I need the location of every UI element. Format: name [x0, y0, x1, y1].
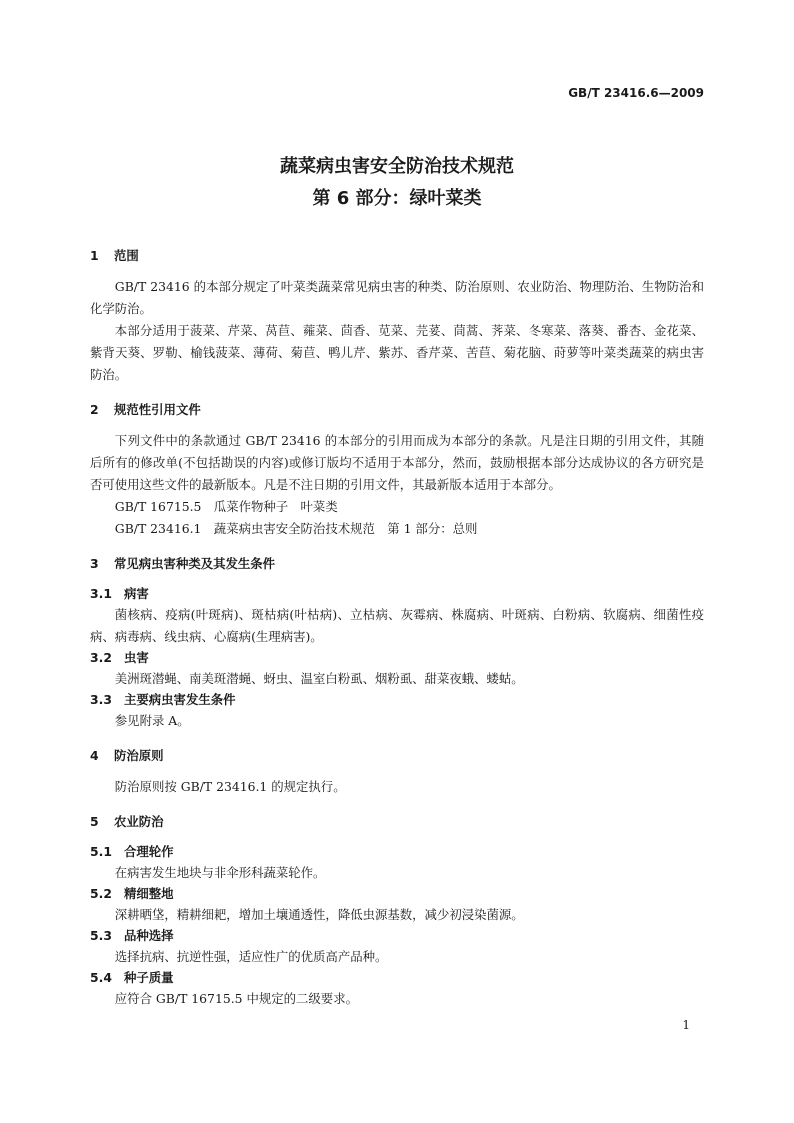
document-body: [90, 246, 704, 1010]
subsection-heading-3-1: 3.1 病害: [90, 586, 149, 601]
subsection-heading-3-2: 3.2 虫害: [90, 650, 149, 665]
page-number: 1: [682, 1018, 690, 1032]
subsection-heading-3-3: 3.3 主要病虫害发生条件: [90, 692, 236, 707]
conditions-paragraph: 参见附录 A。: [114, 713, 190, 728]
section-heading-3: 3 常见病虫害种类及其发生条件: [90, 556, 276, 571]
standard-code: GB/T 23416.6—2009: [568, 86, 704, 100]
seed-quality-paragraph: 应符合 GB/T 16715.5 中规定的二级要求。: [114, 991, 358, 1006]
reference-item-2: GB/T 23416.1 蔬菜病虫害安全防治技术规范 第 1 部分：总则: [114, 521, 478, 536]
document-subtitle: 第 6 部分：绿叶菜类: [312, 188, 482, 209]
subsection-heading-5-1: 5.1 合理轮作: [90, 844, 174, 859]
section-heading-1: 1 范围: [90, 248, 139, 263]
section-heading-5: 5 农业防治: [90, 814, 164, 829]
document-title: 蔬菜病虫害安全防治技术规范: [280, 156, 514, 177]
subsection-heading-5-3: 5.3 品种选择: [90, 928, 174, 943]
subsection-heading-5-2: 5.2 精细整地: [90, 886, 174, 901]
pests-paragraph: 美洲斑潜蝇、南美斑潜蝇、蚜虫、温室白粉虱、烟粉虱、甜菜夜蛾、蝼蛄。: [114, 671, 524, 686]
principles-paragraph: 防治原则按 GB/T 23416.1 的规定执行。: [114, 779, 346, 794]
references-paragraph: 下列文件中的条款通过 GB/T 23416 的本部分的引用而成为本部分的条款。凡是注日期的引用文件，其随后所有的修改单(不包括勘误的内容)或修订版均不适用于本部分，然而，鼓励根据本部分达成协议的各方研究是否可使用这些文件的最新版本。凡是不注日期的引用文件，其最新版本适用于本部分。: [90, 433, 704, 492]
reference-item-1: GB/T 16715.5 瓜菜作物种子 叶菜类: [114, 499, 338, 514]
diseases-paragraph: 菌核病、疫病(叶斑病)、斑枯病(叶枯病)、立枯病、灰霉病、株腐病、叶斑病、白粉病、软腐病、细菌性疫病、病毒病、线虫病、心腐病(生理病害)。: [90, 607, 704, 644]
soil-preparation-paragraph: 深耕晒垡，精耕细耙，增加土壤通透性，降低虫源基数，减少初浸染菌源。: [114, 907, 524, 922]
scope-paragraph-1: GB/T 23416 的本部分规定了叶菜类蔬菜常见病虫害的种类、防治原则、农业防治、物理防治、生物防治和化学防治。: [90, 279, 704, 316]
rotation-paragraph: 在病害发生地块与非伞形科蔬菜轮作。: [114, 865, 326, 880]
scope-paragraph-2: 本部分适用于菠菜、芹菜、莴苣、蕹菜、茴香、苋菜、芫荽、茼蒿、荠菜、冬寒菜、落葵、番杏、金花菜、紫背天葵、罗勒、榆钱菠菜、薄荷、菊苣、鸭儿芹、紫苏、香芹菜、苦苣、菊花脑、莳萝等叶菜类蔬菜的病虫害防治。: [90, 323, 704, 382]
variety-selection-paragraph: 选择抗病、抗逆性强，适应性广的优质高产品种。: [114, 949, 388, 964]
section-heading-4: 4 防治原则: [90, 748, 164, 763]
section-heading-2: 2 规范性引用文件: [90, 402, 201, 417]
subsection-heading-5-4: 5.4 种子质量: [90, 970, 174, 985]
